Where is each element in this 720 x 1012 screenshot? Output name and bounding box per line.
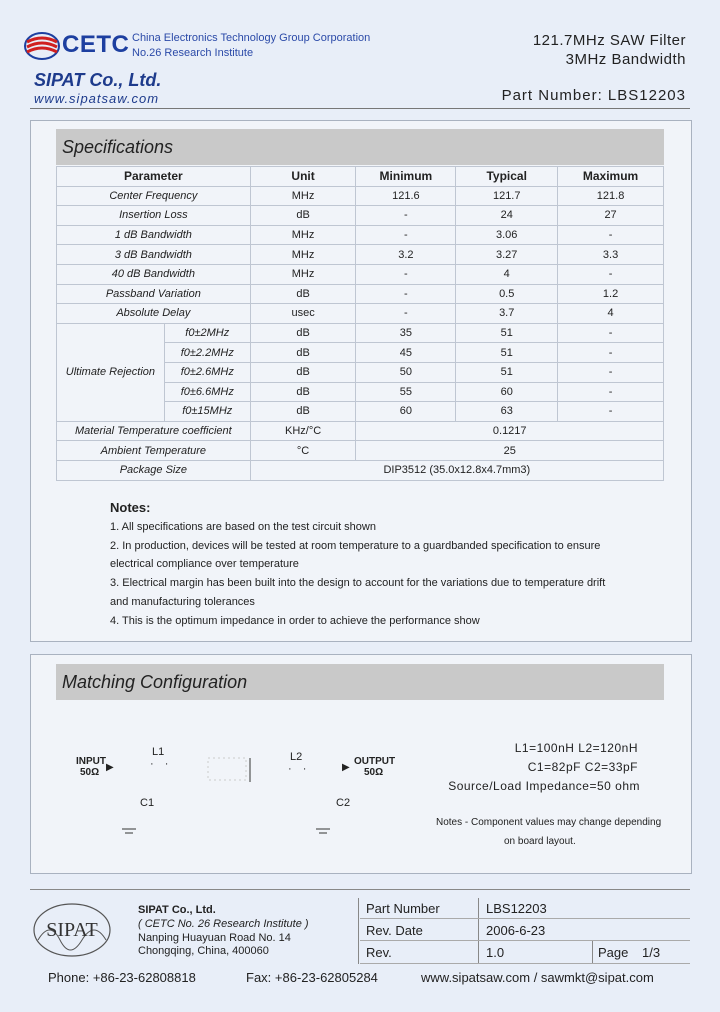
product-title: 121.7MHz SAW Filter (532, 32, 686, 49)
output-label: OUTPUT (354, 756, 396, 767)
note-line: electrical compliance over temperature (110, 558, 299, 570)
brand-name: CETC (62, 31, 130, 58)
note-line: 1. All specifications are based on the test circuit shown (110, 521, 376, 533)
output-impedance: 50Ω (364, 767, 384, 778)
impedance-note: Source/Load Impedance=50 ohm (448, 779, 640, 793)
page-label: Page (598, 945, 629, 960)
component-values-c: C1=82pF C2=33pF (527, 760, 638, 774)
corp-line-2: No.26 Research Institute (132, 47, 254, 59)
footer-fax: Fax: +86-23-62805284 (246, 970, 378, 985)
header-unit: Unit (250, 167, 356, 187)
part-number-heading: Part Number: LBS12203 (501, 87, 686, 104)
l2-label: L2 (290, 751, 303, 763)
footer-contact[interactable]: www.sipatsaw.com / sawmkt@sipat.com (421, 970, 654, 985)
footer-address-1: Nanping Huayuan Road No. 14 (138, 932, 291, 944)
table-row: Ultimate Rejection f0±2MHz dB 35 51 - (57, 323, 664, 343)
l1-inductor-icon: · · (150, 758, 173, 770)
table-header-row (57, 167, 664, 187)
input-impedance: 50Ω (80, 767, 100, 778)
table-row: f0±15MHz dB 60 63 - (57, 402, 664, 422)
note-line: 4. This is the optimum impedance in order to achieve the performance show (110, 615, 480, 627)
c2-label: C2 (336, 797, 351, 809)
matching-title: Matching Configuration (56, 664, 664, 700)
footer-row-rule (360, 940, 690, 941)
footer-row-rule (360, 918, 690, 919)
table-row: 40 dB Bandwidth MHz - 4 - (57, 264, 664, 284)
output-arrow-icon: ▶ (342, 762, 350, 773)
header-minimum: Minimum (356, 167, 456, 187)
note-line: 3. Electrical margin has been built into the design to account for the variations due to temperature drift (110, 577, 606, 589)
matching-note-2: on board layout. (504, 836, 576, 847)
rev-date-label: Rev. Date (366, 923, 423, 938)
c1-label: C1 (140, 797, 155, 809)
header-divider (30, 108, 690, 109)
header-typical: Typical (456, 167, 558, 187)
note-line: and manufacturing tolerances (110, 596, 255, 608)
footer-divider (478, 898, 479, 964)
footer-row-rule (360, 963, 690, 964)
footer-institute: ( CETC No. 26 Research Institute ) (138, 918, 309, 930)
product-bandwidth: 3MHz Bandwidth (565, 51, 686, 68)
footer-company: SIPAT Co., Ltd. (138, 904, 216, 916)
rev-value: 1.0 (486, 945, 505, 960)
part-number-label: Part Number (366, 901, 440, 916)
matching-note-1: Notes - Component values may change depending (436, 817, 662, 828)
company-name: SIPAT Co., Ltd. (34, 70, 162, 90)
l2-inductor-icon: · · (288, 763, 311, 775)
specifications-title: Specifications (56, 129, 664, 165)
table-row: f0±2.2MHz dB 45 51 - (57, 343, 664, 363)
rev-label: Rev. (366, 945, 392, 960)
footer-address-2: Chongqing, China, 400060 (138, 945, 269, 957)
footer-divider (592, 940, 593, 964)
footer-phone: Phone: +86-23-62808818 (48, 970, 196, 985)
specifications-table (56, 166, 664, 481)
page-value: 1/3 (642, 945, 661, 960)
corp-line-1: China Electronics Technology Group Corporation (132, 32, 371, 44)
table-row: 1 dB Bandwidth MHz - 3.06 - (57, 225, 664, 245)
table-row: Passband Variation dB - 0.5 1.2 (57, 284, 664, 304)
sipat-seal-icon (30, 900, 114, 960)
saw-filter-icon (206, 756, 256, 786)
table-row: Ambient Temperature °C 25 (57, 441, 664, 461)
table-row: Absolute Delay usec - 3.7 4 (57, 304, 664, 324)
footer-top-rule (30, 889, 690, 890)
rev-date-value: 2006-6-23 (486, 923, 546, 938)
table-row: Material Temperature coefficient KHz/°C 0.1217 (57, 421, 664, 441)
input-arrow-icon: ▶ (106, 762, 114, 773)
notes-title: Notes: (110, 500, 151, 515)
header-parameter: Parameter (57, 167, 251, 187)
cetc-logo-icon (22, 30, 62, 62)
table-row: Package Size DIP3512 (35.0x12.8x4.7mm3) (57, 460, 664, 480)
rejection-label: Ultimate Rejection (57, 323, 165, 421)
ground-icon (120, 828, 138, 836)
l1-label: L1 (152, 746, 165, 758)
part-number-value: LBS12203 (486, 901, 547, 916)
header-maximum: Maximum (558, 167, 664, 187)
website-link[interactable]: www.sipatsaw.com (34, 91, 160, 106)
table-row: f0±6.6MHz dB 55 60 - (57, 382, 664, 402)
component-values-l: L1=100nH L2=120nH (514, 741, 638, 755)
note-line: 2. In production, devices will be tested at room temperature to a guardbanded specification to ensure (110, 540, 601, 552)
footer-divider (358, 898, 359, 964)
ground-icon (314, 828, 332, 836)
table-row: f0±2.6MHz dB 50 51 - (57, 362, 664, 382)
input-label: INPUT (76, 756, 106, 767)
table-row: Insertion Loss dB - 24 27 (57, 206, 664, 226)
svg-text:SIPAT: SIPAT (46, 919, 98, 941)
table-row: 3 dB Bandwidth MHz 3.2 3.27 3.3 (57, 245, 664, 265)
table-row: Center Frequency MHz 121.6 121.7 121.8 (57, 186, 664, 206)
